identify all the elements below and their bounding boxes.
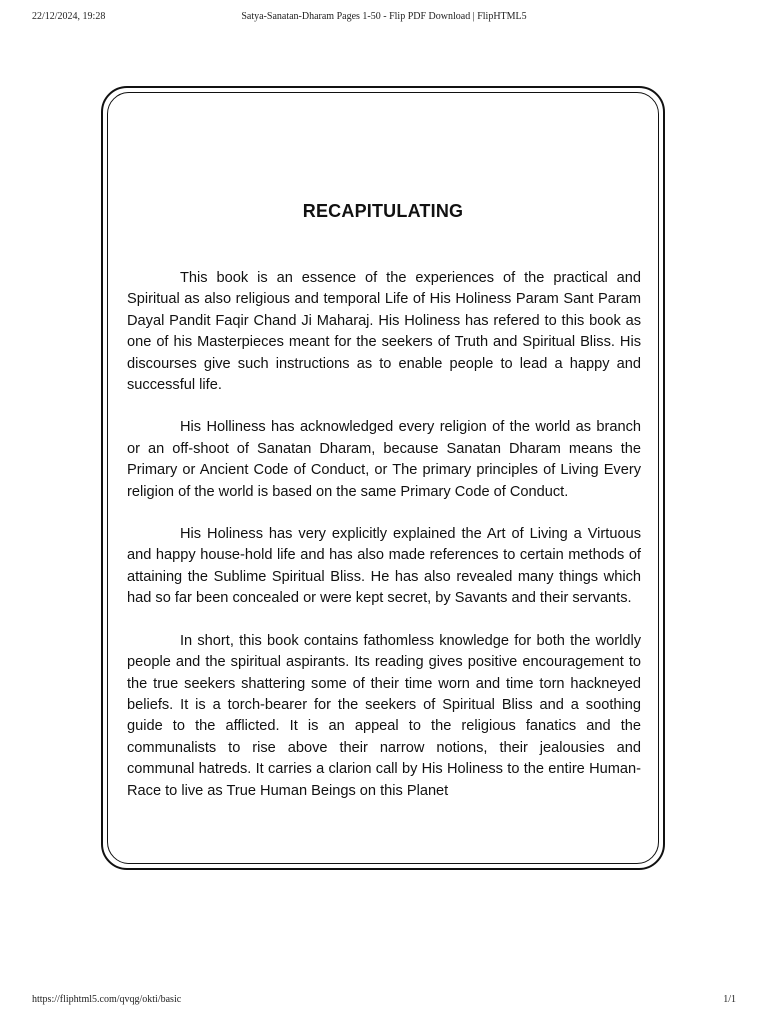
print-header (0, 11, 768, 27)
print-url: https://fliphtml5.com/qvqg/okti/basic (32, 994, 182, 1005)
print-datetime: 22/12/2024, 19:28 (32, 11, 106, 22)
document-body (127, 268, 641, 802)
print-page-title: Satya-Sanatan-Dharam Pages 1-50 - Flip PDF Download | FlipHTML5 (241, 11, 527, 22)
paragraph-2: His Holliness has acknowledged every religion of the world as branch or an off-shoot of Sanatan Dharam, because Sanatan Dharam means the Primary or Ancient Code of Conduct, or The primary principles of Living Every religion of the world is based on the same Primary Code of Conduct. (127, 419, 641, 500)
print-footer (0, 994, 768, 1010)
print-page-number: 1/1 (723, 994, 736, 1005)
paragraph-3: His Holiness has very explicitly explained the Art of Living a Virtuous and happy house-hold life and has also made references to certain methods of attaining the Sublime Spiritual Bliss. He has also revealed many things which had so far been concealed or were kept secret, by Savants and their servants. (127, 526, 641, 607)
paragraph-4: In short, this book contains fathomless knowledge for both the worldly people and the spiritual aspirants. Its reading gives positive encouragement to the true seekers shattering some of their time worn and time torn hackneyed beliefs. It is a torch-bearer for the seekers of Spiritual Bliss and a soothing guide to the afflicted. It is an appeal to the religious fanatics and the communalists to rise above their narrow notions, their jealousies and communal hatreds. It carries a clarion call by His Holiness to the entire Human-Race to live as True Human Beings on this Planet (127, 632, 641, 799)
paragraph-1: This book is an essence of the experiences of the practical and Spiritual as also religious and temporal Life of His Holiness Param Sant Param Dayal Pandit Faqir Chand Ji Maharaj. His Holiness has refered to this book as one of his Masterpieces meant for the seekers of Truth and Spiritual Bliss. His discourses give such instructions as to enable people to lead a happy and successful life. (127, 270, 641, 394)
document-heading: RECAPITULATING (302, 201, 464, 221)
